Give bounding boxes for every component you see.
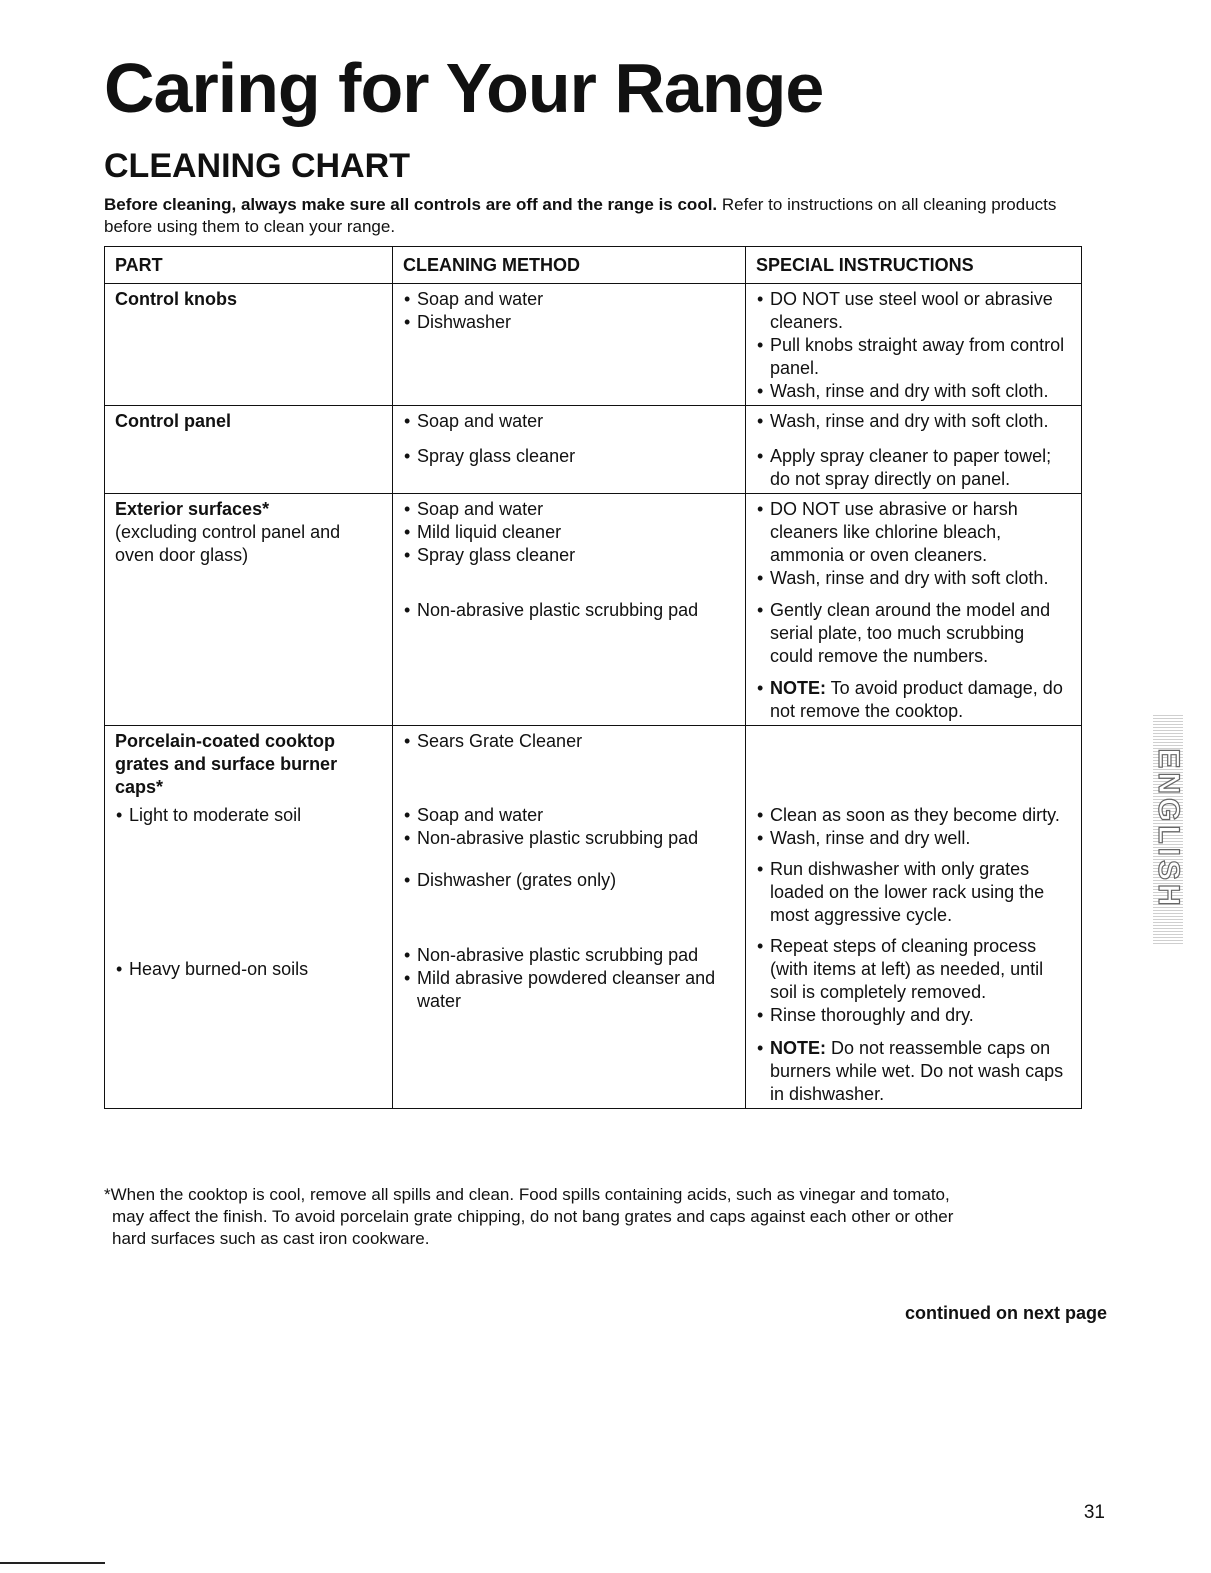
part-grates-caps: Porcelain-coated cooktop grates and surface burner caps* — [115, 731, 338, 797]
table-row-control-knobs — [105, 284, 1082, 406]
instruction-item: • DO NOT use abrasive or harsh cleaners like chlorine bleach, ammonia or oven cleaners. — [756, 498, 1071, 567]
table-header-row — [105, 247, 1082, 284]
method-item: • Non-abrasive plastic scrubbing pad — [403, 827, 735, 850]
intro-text: Refer to instructions on all cleaning products before using them to clean your range. — [104, 195, 1057, 236]
method-item: • Non-abrasive plastic scrubbing pad — [403, 599, 735, 622]
method-item: • Spray glass cleaner — [403, 445, 735, 468]
header-part: PART — [105, 247, 393, 284]
instruction-item: • Wash, rinse and dry with soft cloth. — [756, 410, 1071, 433]
method-item: • Soap and water — [403, 804, 735, 827]
part-control-knobs: Control knobs — [115, 289, 237, 309]
language-side-tab-label: ENGLISH — [1152, 748, 1185, 910]
intro-warning: Before cleaning, always make sure all controls are off and the range is cool. — [104, 195, 718, 214]
footnote-line: hard surfaces such as cast iron cookware. — [112, 1229, 430, 1248]
instruction-item: • Wash, rinse and dry with soft cloth. — [756, 380, 1071, 403]
soil-level-light: • Light to moderate soil — [115, 804, 382, 827]
note-item — [756, 677, 1071, 723]
method-item: • Non-abrasive plastic scrubbing pad — [403, 944, 735, 967]
header-cleaning-method: CLEANING METHOD — [393, 247, 746, 284]
intro-paragraph — [104, 194, 1094, 238]
instruction-item: • DO NOT use steel wool or abrasive cleaners. — [756, 288, 1071, 334]
note-text: Do not reassemble caps on burners while wet. Do not wash caps in dishwasher. — [770, 1038, 1064, 1104]
bottom-rule — [0, 1562, 105, 1564]
method-item: • Mild abrasive powdered cleanser and water — [403, 967, 735, 1013]
table-row-exterior-surfaces — [105, 494, 1082, 726]
page-title: Caring for Your Range — [104, 49, 824, 127]
section-title: CLEANING CHART — [104, 147, 410, 185]
method-item: • Soap and water — [403, 410, 735, 433]
page-number: 31 — [1083, 1502, 1105, 1523]
table-row-grates — [105, 726, 1082, 1109]
part-exterior-note: (excluding control panel and oven door glass) — [115, 522, 341, 565]
method-item: • Soap and water — [403, 498, 735, 521]
instruction-item: • Gently clean around the model and serial plate, too much scrubbing could remove the numbers. — [756, 599, 1071, 668]
note-item — [756, 1037, 1071, 1106]
cleaning-chart-table — [104, 246, 1082, 1109]
header-special-instructions: SPECIAL INSTRUCTIONS — [746, 247, 1082, 284]
footnote-line: may affect the finish. To avoid porcelain grate chipping, do not bang grates and caps against each other or other — [112, 1207, 954, 1226]
method-item: • Dishwasher (grates only) — [403, 869, 735, 892]
table-row-control-panel — [105, 406, 1082, 494]
instruction-item: • Wash, rinse and dry with soft cloth. — [756, 567, 1071, 590]
instruction-item: • Run dishwasher with only grates loaded on the lower rack using the most aggressive cycle. — [756, 858, 1071, 927]
method-item: • Spray glass cleaner — [403, 544, 735, 567]
note-label: NOTE: — [770, 678, 826, 698]
soil-level-heavy: • Heavy burned-on soils — [115, 958, 382, 981]
instruction-item: • Pull knobs straight away from control panel. — [756, 334, 1071, 380]
language-side-tab — [1153, 714, 1183, 944]
part-control-panel: Control panel — [115, 411, 231, 431]
part-exterior-surfaces: Exterior surfaces* — [115, 499, 270, 519]
instruction-item: • Clean as soon as they become dirty. — [756, 804, 1071, 827]
method-item: • Sears Grate Cleaner — [403, 730, 735, 753]
footnote — [104, 1184, 1114, 1250]
note-label: NOTE: — [770, 1038, 826, 1058]
method-item: • Soap and water — [403, 288, 735, 311]
instruction-item: • Wash, rinse and dry well. — [756, 827, 1071, 850]
note-text: To avoid product damage, do not remove the cooktop. — [770, 678, 1063, 721]
continued-note: continued on next page — [904, 1303, 1107, 1323]
method-item: • Mild liquid cleaner — [403, 521, 735, 544]
method-item: • Dishwasher — [403, 311, 735, 334]
footnote-line: *When the cooktop is cool, remove all spills and clean. Food spills containing acids, such as vinegar and tomato, — [104, 1185, 950, 1204]
instruction-item: • Rinse thoroughly and dry. — [756, 1004, 1071, 1027]
instruction-item: • Repeat steps of cleaning process (with items at left) as needed, until soil is completely removed. — [756, 935, 1071, 1004]
instruction-item: • Apply spray cleaner to paper towel; do not spray directly on panel. — [756, 445, 1071, 491]
